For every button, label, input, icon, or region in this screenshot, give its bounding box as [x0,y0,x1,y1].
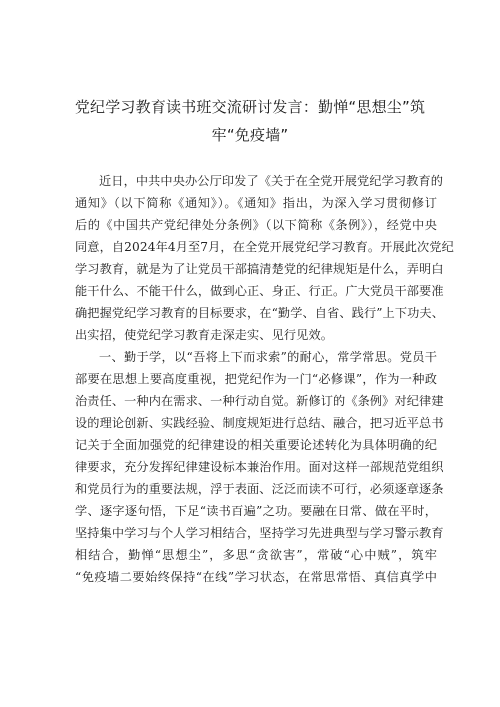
paragraph-line: 相结合，勤惮“思想尘”，多思“贪欲害”，常破“心中贼”，筑牢 [75,548,437,562]
paragraph-line: 律要求，充分发挥纪律建设标本兼治作用。面对这样一部规范党组织 [75,460,444,474]
title-line-1: 党纪学习教育读书班交流研讨发言：勤惮“思想尘”筑 [74,98,426,116]
paragraph-line: 能干什么、不能干什么，做到心正、身正、行正。广大党员干部要准 [75,284,444,298]
paragraph-line: 治责任、一种内在需求、一种行动自觉。新修订的《条例》对纪律建 [75,394,444,408]
title-line-2: 牢“免疫墙” [211,126,289,144]
paragraph-line: 一、勤于学，以“吾将上下而求索”的耐心，常学常思。党员干 [99,350,437,364]
paragraph-line: 确把握党纪学习教育的目标要求，在“勤学、自省、践行”上下功夫、 [75,306,444,320]
paragraph-line: 出实招，使党纪学习教育走深走实、见行见效。 [75,328,334,342]
paragraph-line: 记关于全面加强党的纪律建设的相关重要论述转化为具体明确的纪 [75,438,437,452]
paragraph-line: 和党员行为的重要法规，浮于表面、泛泛而读不可行，必须逐章逐条 [75,482,444,496]
document-title [70,93,430,149]
paragraph-1 [75,170,454,346]
paragraph-line: 近日，中共中央办公厅印发了《关于在全党开展党纪学习教育的 [99,174,444,188]
paragraph-line: 后的《中国共产党纪律处分条例》（以下简称《条例》），经党中央 [75,218,437,232]
paragraph-line: 学习教育，就是为了让党员干部搞清楚党的纪律规矩是什么，弄明白 [75,262,444,276]
paragraph-line: 学、逐字逐句悟，下足“读书百遍”之功。要融在日常、做在平时， [75,504,437,518]
paragraph-2 [75,346,444,588]
paragraph-line: 坚持集中学习与个人学习相结合，坚持学习先进典型与学习警示教育 [75,526,444,540]
paragraph-line: 部要在思想上要高度重视，把党纪作为一门“必修课”，作为一种政 [75,372,437,386]
paragraph-line: 同意，自2024年4月至7月，在全党开展党纪学习教育。开展此次党纪 [75,240,454,254]
paragraph-line: 设的理论创新、实践经验、制度规矩进行总结、融合，把习近平总书 [75,416,444,430]
paragraph-line: 通知》（以下简称《通知》）。《通知》指出，为深入学习贯彻修订 [75,196,437,210]
document-body [75,170,454,588]
paragraph-line: “免疫墙二要始终保持“在线”学习状态，在常思常悟、真信真学中 [75,570,437,584]
